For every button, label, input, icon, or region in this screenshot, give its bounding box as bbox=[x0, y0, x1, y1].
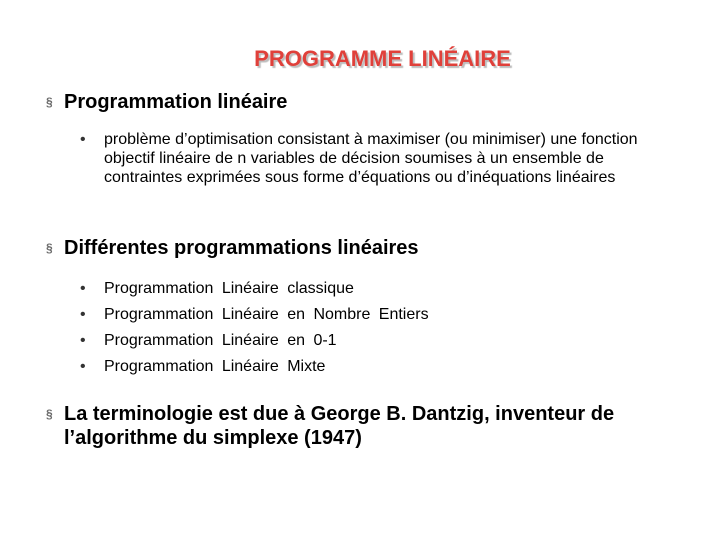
list-item-text: Programmation Linéaire classique bbox=[104, 280, 354, 297]
list-item bbox=[80, 354, 684, 380]
section-terminologie bbox=[46, 402, 684, 450]
section-programmation-lineaire bbox=[46, 90, 684, 187]
bullet-list bbox=[46, 276, 684, 380]
list-item bbox=[80, 328, 684, 354]
bullet-icon: • bbox=[80, 306, 86, 323]
section-bullet-icon: § bbox=[46, 95, 53, 109]
section-heading bbox=[46, 90, 684, 114]
bullet-icon: • bbox=[80, 280, 86, 297]
bullet-icon: • bbox=[80, 332, 86, 349]
section-heading-text: La terminologie est due à George B. Dantzig, inventeur de l’algorithme du simplexe (1947) bbox=[64, 403, 615, 449]
section-bullet-icon: § bbox=[46, 407, 53, 421]
section-bullet-icon: § bbox=[46, 241, 53, 255]
list-item bbox=[80, 276, 684, 302]
section-heading bbox=[46, 402, 684, 450]
section-heading-text: Différentes programmations linéaires bbox=[64, 237, 419, 259]
bullet-icon: • bbox=[80, 358, 86, 375]
list-item-text: problème d’optimisation consistant à maximiser (ou minimiser) une fonction objectif linéaire de n variables de décision soumises à un ensemble de contraintes exprimées sous forme d’équations ou d’inéquations linéaires bbox=[104, 131, 638, 186]
list-item bbox=[80, 130, 684, 187]
list-item-text: Programmation Linéaire Mixte bbox=[104, 358, 326, 375]
section-heading bbox=[46, 236, 684, 260]
list-item-text: Programmation Linéaire en 0-1 bbox=[104, 332, 337, 349]
section-differentes-programmations bbox=[46, 236, 684, 380]
slide-title: PROGRAMME LINÉAIRE bbox=[254, 46, 511, 71]
bullet-icon: • bbox=[80, 131, 86, 148]
list-item-text: Programmation Linéaire en Nombre Entiers bbox=[104, 306, 429, 323]
list-item bbox=[80, 302, 684, 328]
section-heading-text: Programmation linéaire bbox=[64, 91, 288, 113]
